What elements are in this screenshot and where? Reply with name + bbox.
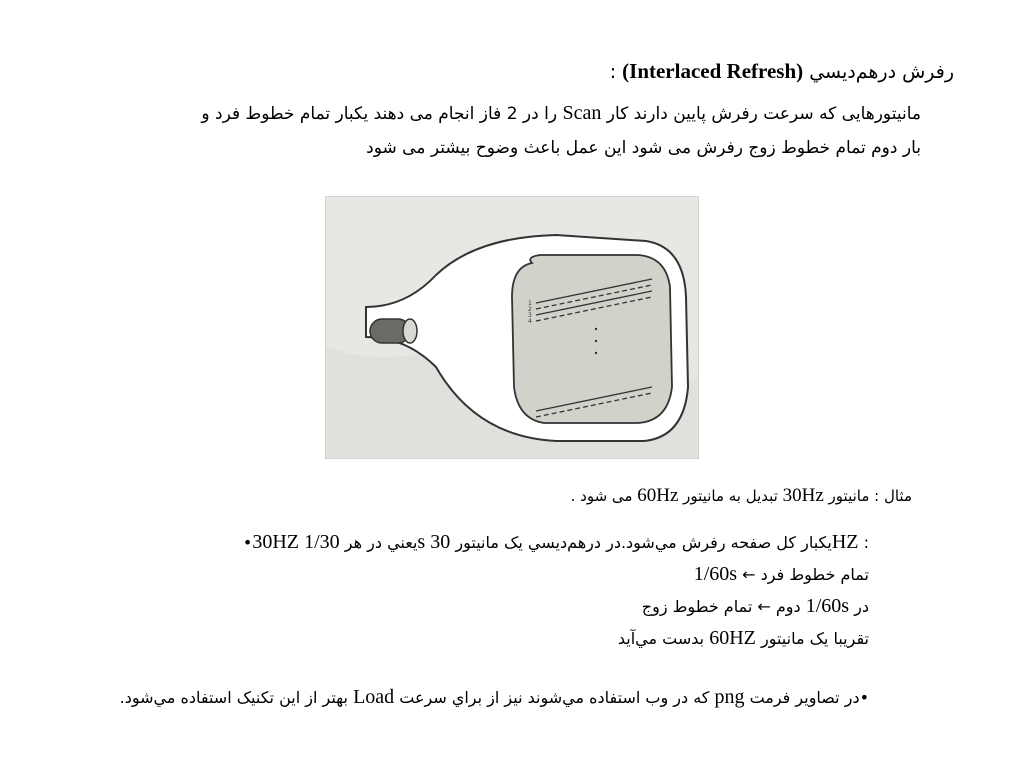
- ellipsis-dot-1: [595, 328, 597, 330]
- even-lines-arrow-icon: ←: [752, 597, 771, 616]
- intro-line-1: [201, 101, 921, 126]
- example-60hz: 60Hz: [637, 485, 679, 506]
- scan-line-label-4: 4: [528, 318, 532, 325]
- bullet-marker-1: •: [242, 533, 253, 552]
- bullet-marker-2: •: [859, 688, 869, 707]
- approx-60hz: 60HZ: [709, 627, 756, 649]
- intro-scan-term: Scan: [562, 102, 602, 124]
- even-lines-part-a: در: [849, 597, 869, 616]
- odd-lines-text: تمام خطوط فرد: [760, 565, 869, 584]
- intro-line-1-part-b: را در 2 فاز انجام می دهند یکبار تمام خطوط فرد و: [201, 104, 563, 124]
- title-colon: :: [609, 61, 623, 83]
- electron-gun-mouth: [403, 319, 417, 343]
- ellipsis-dot-2: [595, 340, 597, 342]
- even-lines-fraction: 1/60s: [805, 595, 850, 617]
- load-term: Load: [353, 686, 395, 708]
- example-part-c: می شود .: [570, 487, 638, 505]
- crt-tube-illustration: [326, 197, 698, 458]
- bullet-png: [120, 685, 869, 710]
- bullet-1-part-c: :: [858, 533, 869, 552]
- odd-lines-fraction: 1/60s: [693, 563, 738, 585]
- bullet-1-hz-2: 30HZ: [430, 531, 859, 553]
- png-part-a: در تصاوير فرمت: [744, 688, 860, 707]
- example-30hz: 30Hz: [782, 485, 824, 506]
- odd-lines-row: [694, 562, 869, 587]
- crt-tube-figure: [325, 196, 699, 459]
- example-line: [571, 484, 912, 508]
- bullet-1-hz: 30HZ: [252, 531, 300, 553]
- approx-part-a: تقريبا يک مانيتور: [755, 629, 869, 648]
- slide-title: [610, 58, 954, 85]
- title-persian: رفرش درهم‌ديسي: [809, 61, 954, 83]
- scan-line-label-1: 1: [528, 300, 532, 307]
- png-part-b: که در وب استفاده مي‌شوند نيز از براي سرعت: [394, 688, 715, 707]
- example-part-b: تبدیل به مانیتور: [678, 487, 783, 505]
- png-term: png: [714, 686, 745, 708]
- bullet-30hz: [243, 530, 869, 555]
- bullet-1-part-a: يعني در هر: [299, 533, 418, 552]
- png-part-c: بهتر از اين تکنيک استفاده مي‌شود.: [119, 688, 354, 707]
- approx-part-b: بدست مي‌آيد: [617, 629, 710, 648]
- even-lines-text: تمام خطوط زوج: [641, 597, 753, 616]
- odd-lines-arrow-icon: ←: [737, 565, 761, 584]
- scan-line-label-3: 3: [528, 312, 532, 319]
- intro-line-1-part-a: مانیتورهایی که سرعت رفرش پایین دارند کار: [601, 104, 921, 124]
- ellipsis-dot-3: [595, 352, 597, 354]
- bullet-1-fraction: 1/30s: [304, 531, 426, 553]
- even-lines-part-b: دوم: [770, 597, 806, 616]
- even-lines-row: [642, 594, 869, 619]
- bullet-1-part-b: يکبار کل صفحه رفرش مي‌شود.در درهم‌ديسي يک مانيتور: [425, 533, 832, 552]
- approx-60hz-row: [618, 626, 869, 651]
- intro-line-2: بار دوم تمام خطوط زوج رفرش می شود این عمل باعث وضوح بیشتر می شود: [366, 138, 921, 158]
- title-english: (Interlaced Refresh): [622, 59, 804, 83]
- scan-line-label-2: 2: [528, 306, 532, 313]
- example-part-a: مثال : مانیتور: [823, 487, 912, 505]
